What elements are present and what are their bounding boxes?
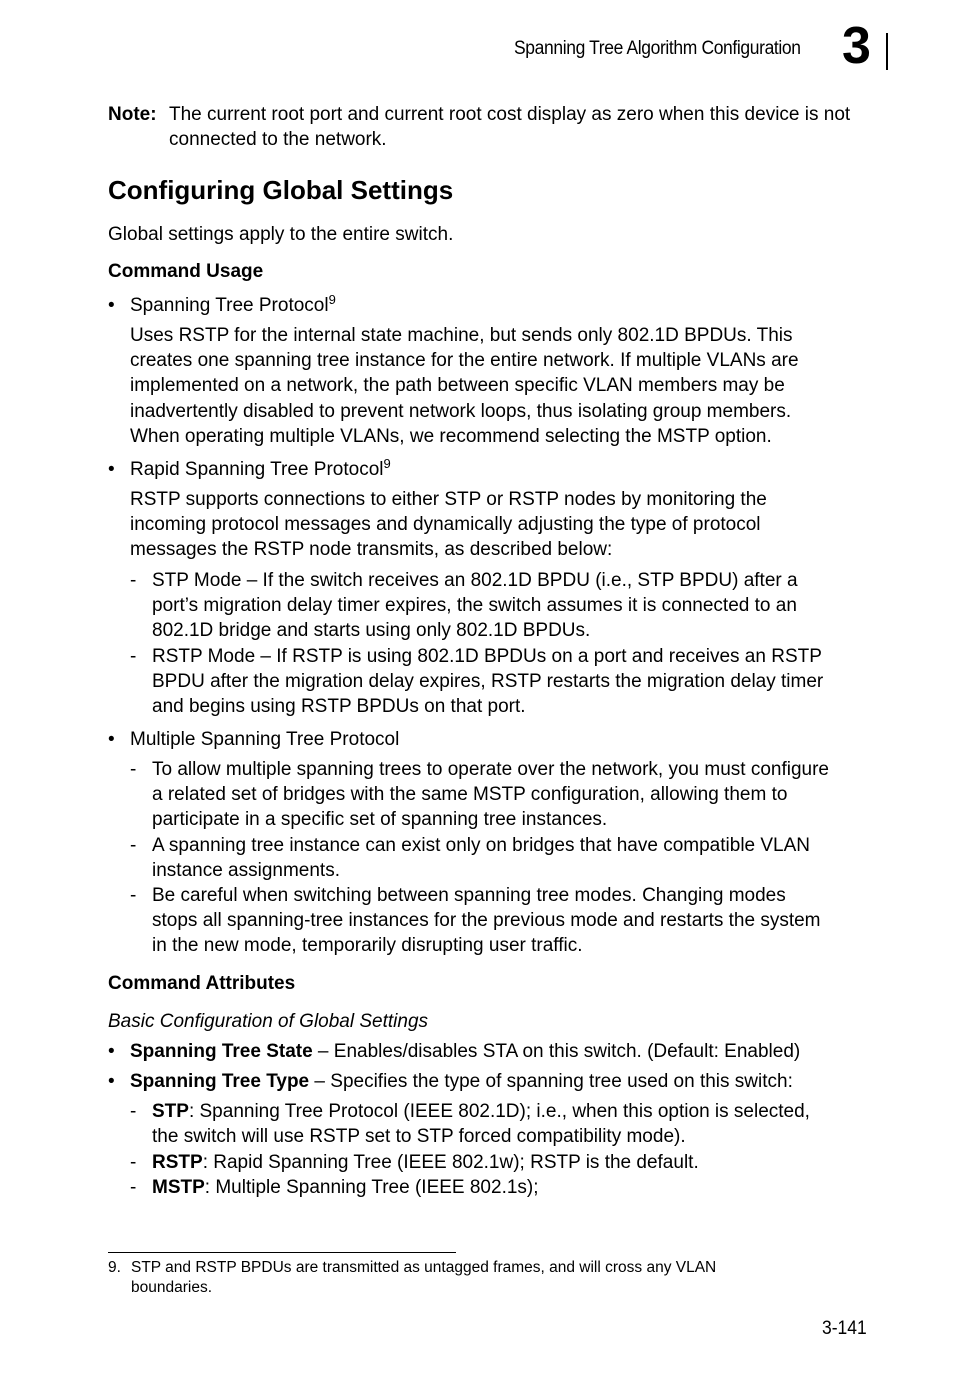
stp-line: Uses RSTP for the internal state machine, but sends only 802.1D BPDUs. This (130, 325, 793, 346)
dash-marker: - (130, 646, 137, 667)
stp-mode-line: STP Mode – If the switch receives an 802.1D BPDU (i.e., STP BPDU) after a (152, 570, 798, 591)
footnote-ref: 9 (328, 292, 336, 307)
dash-marker: - (130, 885, 137, 906)
mstp-item-3 (152, 883, 821, 959)
running-header: Spanning Tree Algorithm Configuration (514, 38, 801, 59)
rstp-line: messages the RSTP node transmits, as described below: (130, 539, 613, 561)
stp-mode-line: port’s migration delay timer expires, the switch assumes it is connected to an (152, 595, 797, 617)
footnote-line: STP and RSTP BPDUs are transmitted as untagged frames, and will cross any VLAN (131, 1259, 717, 1276)
mstp-item-1 (152, 757, 829, 833)
rstp-description (130, 487, 767, 563)
footnote-number: 9. (108, 1259, 121, 1276)
mstp-bullet-title: Multiple Spanning Tree Protocol (130, 729, 400, 750)
stp-line: creates one spanning tree instance for the entire network. If multiple VLANs are (130, 350, 799, 372)
stp-option-line: the switch will use RSTP set to STP forced compatibility mode). (152, 1126, 686, 1148)
mstp-line: stops all spanning-tree instances for the previous mode and restarts the system (152, 910, 821, 932)
section-title: Configuring Global Settings (108, 175, 454, 205)
chapter-divider (886, 33, 888, 70)
stp-mode-line: 802.1D bridge and starts using only 802.1D BPDUs. (152, 620, 591, 642)
rstp-mode-line: BPDU after the migration delay expires, RSTP restarts the migration delay timer (152, 671, 824, 693)
command-usage-heading: Command Usage (108, 261, 264, 282)
option-text: : Multiple Spanning Tree (IEEE 802.1s); (204, 1177, 539, 1198)
footnote-ref: 9 (383, 456, 391, 471)
spanning-tree-type-item (130, 1069, 793, 1094)
stp-line: When operating multiple VLANs, we recommend selecting the MSTP option. (130, 425, 772, 447)
note-line: connected to the network. (169, 129, 387, 151)
attr-label: Spanning Tree State (130, 1041, 313, 1062)
rstp-mode-item (152, 644, 823, 720)
mstp-item-2 (152, 833, 810, 883)
attr-text: – Specifies the type of spanning tree used on this switch: (309, 1071, 793, 1092)
mstp-line: participate in a specific set of spanning tree instances. (152, 809, 608, 831)
bullet-marker: • (108, 1041, 115, 1062)
note-label: Note: (108, 104, 157, 125)
rstp-mode-line: RSTP Mode – If RSTP is using 802.1D BPDUs on a port and receives an RSTP (152, 646, 822, 667)
mstp-line: A spanning tree instance can exist only on bridges that have compatible VLAN (152, 835, 811, 856)
stp-description (130, 323, 799, 449)
bullet-marker: • (108, 729, 115, 750)
option-label: RSTP (152, 1152, 203, 1173)
stp-bullet-title (130, 293, 336, 318)
rstp-bullet-title (130, 457, 391, 482)
intro-paragraph: Global settings apply to the entire switch. (108, 224, 454, 245)
spanning-tree-state-item (130, 1039, 800, 1064)
option-label: MSTP (152, 1177, 205, 1198)
attributes-subheading: Basic Configuration of Global Settings (108, 1011, 429, 1032)
chapter-number: 3 (842, 17, 871, 75)
rstp-mode-line: and begins using RSTP BPDUs on that port. (152, 696, 526, 718)
dash-marker: - (130, 570, 137, 591)
footnote-rule (108, 1252, 456, 1253)
mstp-line: Be careful when switching between spanning tree modes. Changing modes (152, 885, 786, 906)
mstp-line: a related set of bridges with the same MSTP configuration, allowing them to (152, 784, 788, 806)
page-number: 3-141 (822, 1318, 867, 1339)
footnote-text (131, 1258, 716, 1298)
stp-mode-item (152, 568, 798, 644)
type-option-mstp (152, 1175, 539, 1200)
option-label: STP (152, 1101, 189, 1122)
bullet-marker: • (108, 459, 115, 480)
dash-marker: - (130, 1177, 137, 1198)
rstp-line: incoming protocol messages and dynamically adjusting the type of protocol (130, 514, 761, 536)
attr-label: Spanning Tree Type (130, 1071, 310, 1092)
stp-line: implemented on a network, the path between specific VLAN members may be (130, 375, 785, 397)
rstp-label: Rapid Spanning Tree Protocol (130, 459, 384, 480)
command-attributes-heading: Command Attributes (108, 973, 296, 994)
dash-marker: - (130, 835, 137, 856)
attr-text: – Enables/disables STA on this switch. (Default: Enabled) (312, 1041, 801, 1062)
stp-label: Spanning Tree Protocol (130, 295, 329, 316)
dash-marker: - (130, 759, 137, 780)
bullet-marker: • (108, 295, 115, 316)
mstp-line: in the new mode, temporarily disrupting user traffic. (152, 935, 583, 957)
note-text (169, 102, 850, 152)
rstp-line: RSTP supports connections to either STP or RSTP nodes by monitoring the (130, 489, 767, 510)
type-option-rstp (152, 1150, 699, 1175)
footnote-line: boundaries. (131, 1279, 213, 1296)
stp-line: inadvertently disabled to prevent network loops, thus isolating group members. (130, 400, 792, 422)
mstp-line: instance assignments. (152, 860, 340, 882)
mstp-line: To allow multiple spanning trees to operate over the network, you must configure (152, 759, 829, 780)
option-text: : Rapid Spanning Tree (IEEE 802.1w); RSTP is the default. (202, 1152, 699, 1173)
dash-marker: - (130, 1152, 137, 1173)
note-line: The current root port and current root cost display as zero when this device is not (169, 104, 851, 125)
dash-marker: - (130, 1101, 137, 1122)
type-option-stp (152, 1099, 810, 1149)
option-text: : Spanning Tree Protocol (IEEE 802.1D); i.e., when this option is selected, (188, 1101, 810, 1122)
stp-option-line (152, 1099, 810, 1124)
bullet-marker: • (108, 1071, 115, 1092)
